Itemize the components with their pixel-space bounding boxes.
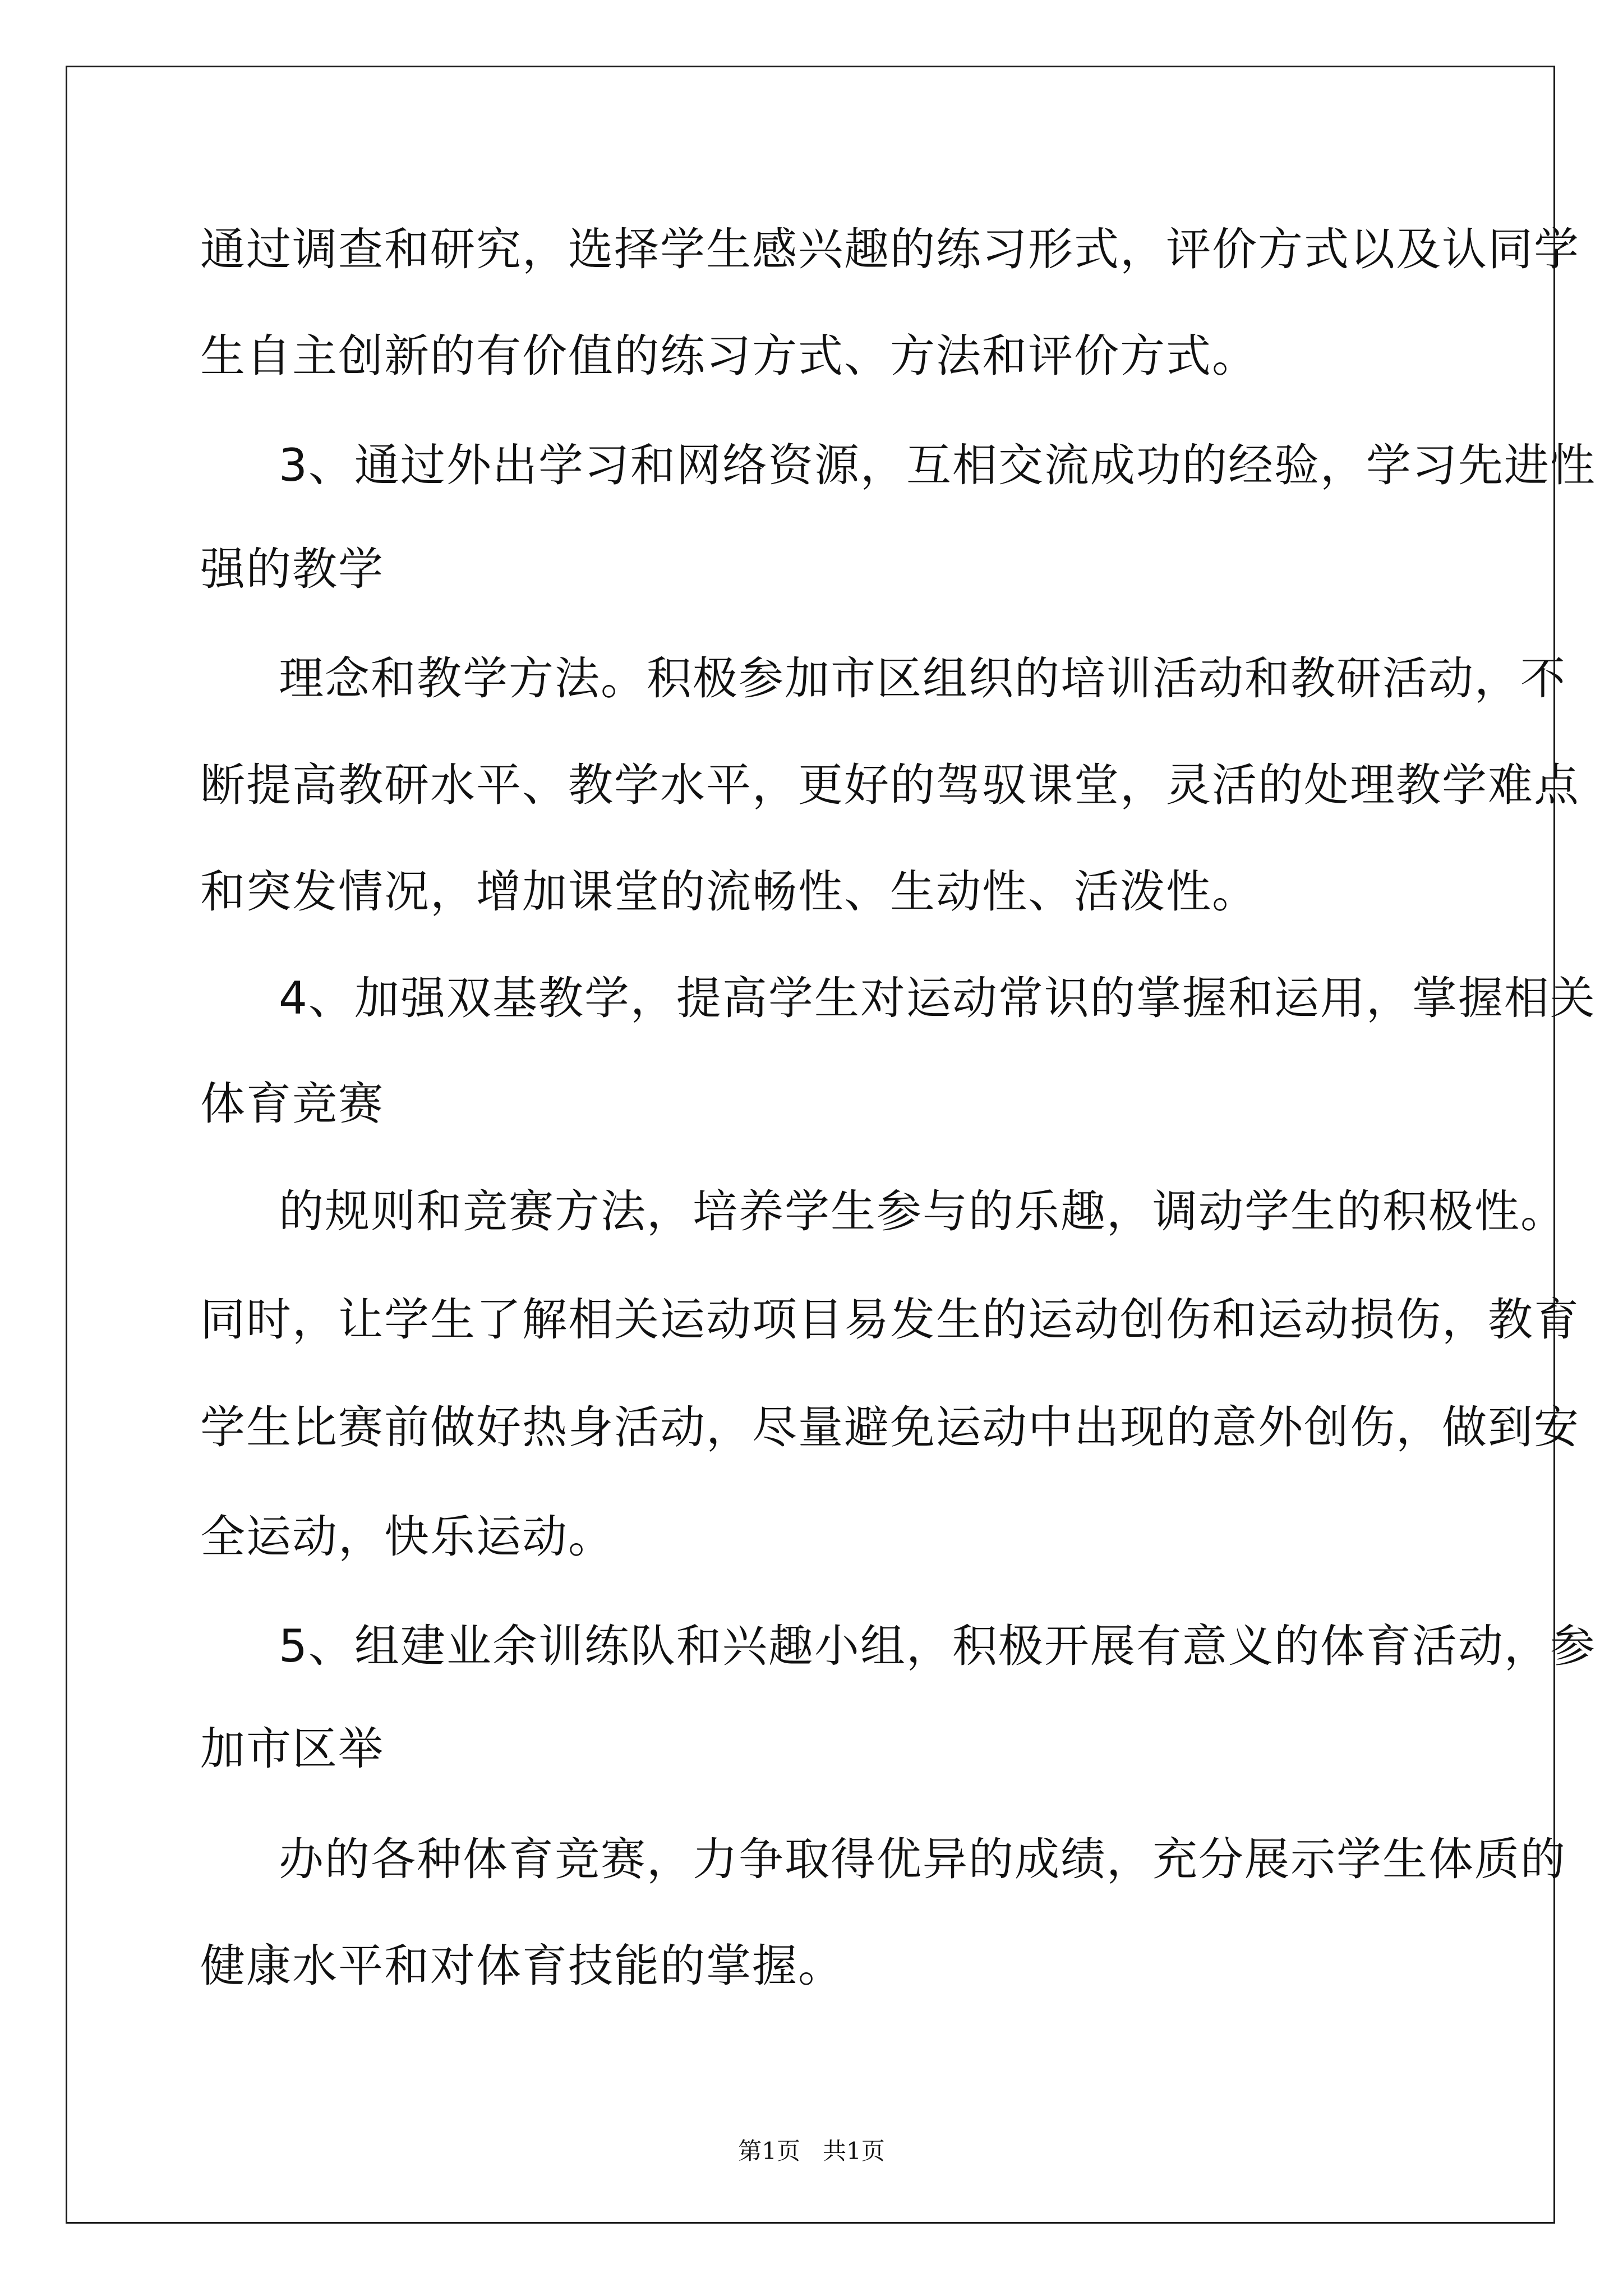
text-line: 理念和教学方法。积极参加市区组织的培训活动和教研活动，不 (279, 652, 1566, 705)
text-line: 全运动，快乐运动。 (200, 1511, 614, 1563)
text-line: 4、加强双基教学，提高学生对运动常识的掌握和运用，掌握相关 (279, 972, 1596, 1024)
text-line: 加市区举 (200, 1723, 384, 1775)
page-number-current: 第1页 (738, 2137, 800, 2165)
page-number-total: 共1页 (823, 2137, 885, 2165)
page-frame (66, 66, 1596, 2224)
text-line: 健康水平和对体育技能的掌握。 (200, 1940, 844, 1992)
text-line: 5、组建业余训练队和兴趣小组，积极开展有意义的体育活动，参 (279, 1620, 1596, 1672)
text-line: 3、通过外出学习和网络资源，互相交流成功的经验，学习先进性 (279, 439, 1596, 491)
text-line: 的规则和竞赛方法，培养学生参与的乐趣，调动学生的积极性。 (279, 1185, 1566, 1237)
text-line: 学生比赛前做好热身活动，尽量避免运动中出现的意外创伤，做到安 (200, 1401, 1580, 1453)
text-line: 和突发情况，增加课堂的流畅性、生动性、活泼性。 (200, 866, 1258, 918)
text-line: 通过调查和研究，选择学生感兴趣的练习形式，评价方式以及认同学 (200, 223, 1580, 275)
text-line: 生自主创新的有价值的练习方式、方法和评价方式。 (200, 330, 1258, 382)
text-line: 办的各种体育竞赛，力争取得优异的成绩，充分展示学生体质的 (279, 1833, 1566, 1885)
text-line: 体育竞赛 (200, 1078, 384, 1130)
text-line: 断提高教研水平、教学水平，更好的驾驭课堂，灵活的处理教学难点 (200, 759, 1580, 811)
text-line: 同时，让学生了解相关运动项目易发生的运动创伤和运动损伤，教育 (200, 1294, 1580, 1346)
text-line: 强的教学 (200, 543, 384, 595)
page-footer (0, 2134, 1623, 2168)
